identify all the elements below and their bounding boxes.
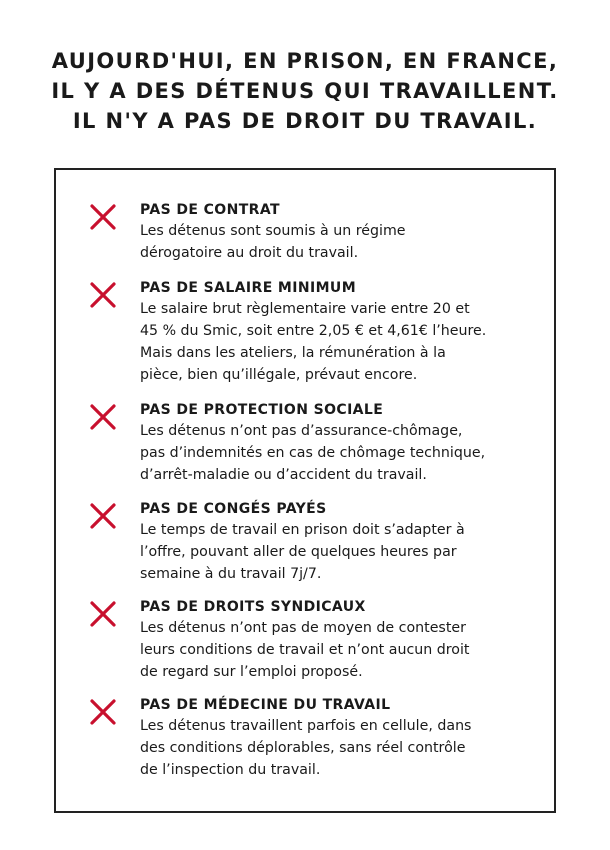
- item-title: PAS DE PROTECTION SOCIALE: [140, 402, 384, 418]
- item-content: [140, 597, 540, 683]
- item-description-line: Le temps de travail en prison doit s’adapter à: [140, 522, 465, 538]
- item-content: [140, 695, 540, 781]
- item-description-line: de l’inspection du travail.: [140, 762, 321, 778]
- item-description-line: Les détenus n’ont pas d’assurance-chômage,: [140, 423, 463, 439]
- item-description-line: l’offre, pouvant aller de quelques heures par: [140, 544, 457, 560]
- item-title: PAS DE SALAIRE MINIMUM: [140, 280, 357, 296]
- item-title: PAS DE MÉDECINE DU TRAVAIL: [140, 697, 391, 713]
- item-description-line: leurs conditions de travail et n’ont aucun droit: [140, 642, 470, 658]
- item-description-line: dérogatoire au droit du travail.: [140, 245, 359, 261]
- item-title: PAS DE DROITS SYNDICAUX: [140, 599, 366, 615]
- cross-icon: [90, 503, 116, 529]
- cross-icon: [90, 282, 116, 308]
- cross-icon: [90, 204, 116, 230]
- item-title: PAS DE CONTRAT: [140, 202, 280, 218]
- item-content: [140, 400, 540, 486]
- item-description-line: pas d’indemnités en cas de chômage technique,: [140, 445, 486, 461]
- item-description-line: Le salaire brut règlementaire varie entre 20 et: [140, 301, 470, 317]
- item-description-line: Mais dans les ateliers, la rémunération à la: [140, 345, 446, 361]
- cross-icon: [90, 601, 116, 627]
- headline-line: IL Y A DES DÉTENUS QUI TRAVAILLENT.: [51, 79, 559, 103]
- item-description-line: d’arrêt-maladie ou d’accident du travail.: [140, 467, 427, 483]
- item-description-line: Les détenus sont soumis à un régime: [140, 223, 406, 239]
- rights-list-box: [54, 168, 556, 813]
- item-description-line: Les détenus travaillent parfois en cellule, dans: [140, 718, 472, 734]
- item-description-line: semaine à du travail 7j/7.: [140, 566, 322, 582]
- item-description-line: pièce, bien qu’illégale, prévaut encore.: [140, 367, 418, 383]
- cross-icon: [90, 699, 116, 725]
- item-content: [140, 200, 540, 264]
- item-content: [140, 278, 540, 386]
- headline-line: IL N'Y A PAS DE DROIT DU TRAVAIL.: [72, 109, 538, 133]
- item-description-line: Les détenus n’ont pas de moyen de contester: [140, 620, 466, 636]
- headline: [0, 46, 610, 136]
- item-description-line: 45 % du Smic, soit entre 2,05 € et 4,61€ l’heure.: [140, 323, 487, 339]
- headline-line: AUJOURD'HUI, EN PRISON, EN FRANCE,: [51, 49, 559, 73]
- item-content: [140, 499, 540, 585]
- cross-icon: [90, 404, 116, 430]
- item-description-line: de regard sur l’emploi proposé.: [140, 664, 363, 680]
- item-title: PAS DE CONGÉS PAYÉS: [140, 501, 327, 517]
- item-description-line: des conditions déplorables, sans réel contrôle: [140, 740, 466, 756]
